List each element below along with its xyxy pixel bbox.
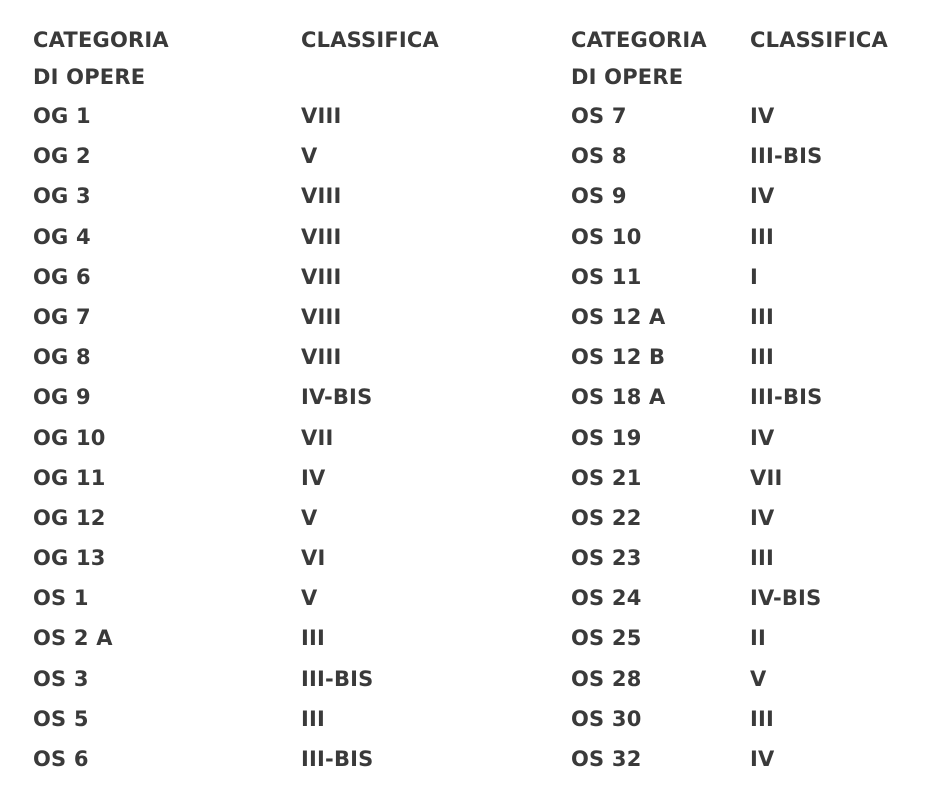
left-rank-cell: VIII [301, 224, 342, 249]
left-category-cell: OG 4 [33, 224, 91, 249]
left-rank-cell: IV [301, 465, 326, 490]
table-row [33, 96, 913, 136]
right-category-cell: OS 7 [571, 104, 627, 128]
right-category-cell: OS 22 [571, 505, 642, 530]
left-category-cell: OG 12 [33, 505, 106, 530]
left-category-cell: OG 9 [33, 385, 91, 410]
header-right-rank-line1: CLASSIFICA [750, 28, 888, 52]
right-rank-cell: III [750, 345, 775, 370]
table-row [33, 377, 913, 417]
left-rank-cell: VIII [301, 304, 342, 329]
left-category-cell: OS 1 [33, 586, 89, 611]
right-rank-cell: IV-BIS [750, 586, 822, 611]
table-row [33, 217, 913, 257]
right-category-cell: OS 24 [571, 586, 642, 611]
table-row [33, 337, 913, 377]
right-rank-cell: IV [750, 747, 775, 771]
left-category-cell: OS 5 [33, 706, 89, 731]
right-rank-cell: III [750, 304, 775, 329]
table-row [33, 297, 913, 337]
left-rank-cell: V [301, 505, 318, 530]
left-rank-cell: V [301, 586, 318, 611]
left-category-cell: OG 7 [33, 304, 91, 329]
left-category-cell: OS 3 [33, 666, 89, 691]
right-category-cell: OS 12 B [571, 345, 666, 370]
table-row [33, 659, 913, 699]
left-rank-cell: IV-BIS [301, 385, 373, 410]
right-category-cell: OS 18 A [571, 385, 666, 410]
left-rank-cell: V [301, 144, 318, 169]
right-rank-cell: III [750, 224, 775, 249]
table-row [33, 418, 913, 458]
right-rank-cell: III [750, 706, 775, 731]
left-category-cell: OG 6 [33, 264, 91, 289]
right-category-cell: OS 9 [571, 184, 627, 209]
right-category-cell: OS 19 [571, 425, 642, 450]
right-category-cell: OS 30 [571, 706, 642, 731]
header-right-category-line2: DI OPERE [571, 65, 684, 89]
right-rank-cell: V [750, 666, 767, 691]
header-left-rank-line2 [301, 59, 571, 96]
right-rank-cell: III [750, 546, 775, 571]
left-category-cell: OG 8 [33, 345, 91, 370]
table-row [33, 739, 913, 779]
left-rank-cell: III-BIS [301, 666, 374, 691]
left-rank-cell: III [301, 626, 326, 651]
left-rank-cell: VIII [301, 264, 342, 289]
left-rank-cell: III [301, 706, 326, 731]
header-left-rank-line1: CLASSIFICA [301, 28, 439, 52]
table-row [33, 538, 913, 578]
right-rank-cell: VII [750, 465, 783, 490]
header-left-category-line2: DI OPERE [33, 65, 146, 89]
left-category-cell: OG 2 [33, 144, 91, 169]
right-rank-cell: IV [750, 184, 775, 209]
left-category-cell: OS 6 [33, 747, 89, 771]
right-rank-cell: I [750, 264, 759, 289]
right-rank-cell: III-BIS [750, 385, 823, 410]
right-rank-cell: IV [750, 104, 775, 128]
table-row [33, 578, 913, 618]
header-right-rank-line2 [750, 59, 913, 96]
left-rank-cell: VIII [301, 345, 342, 370]
left-rank-cell: VII [301, 425, 334, 450]
left-category-cell: OG 13 [33, 546, 106, 571]
table-row [33, 498, 913, 538]
right-category-cell: OS 8 [571, 144, 627, 169]
right-category-cell: OS 32 [571, 747, 642, 771]
left-category-cell: OS 2 A [33, 626, 113, 651]
table-body [33, 96, 913, 779]
left-category-cell: OG 10 [33, 425, 106, 450]
right-rank-cell: IV [750, 505, 775, 530]
table-header [33, 22, 913, 96]
left-rank-cell: III-BIS [301, 747, 374, 771]
table-row [33, 257, 913, 297]
header-left-category-line1: CATEGORIA [33, 28, 169, 52]
table-row [33, 136, 913, 176]
table-row [33, 618, 913, 658]
left-rank-cell: VI [301, 546, 326, 571]
right-category-cell: OS 12 A [571, 304, 666, 329]
right-category-cell: OS 23 [571, 546, 642, 571]
left-category-cell: OG 1 [33, 104, 91, 128]
right-category-cell: OS 25 [571, 626, 642, 651]
right-rank-cell: III-BIS [750, 144, 823, 169]
classification-table [33, 22, 913, 779]
header-right-category-line1: CATEGORIA [571, 28, 707, 52]
right-category-cell: OS 21 [571, 465, 642, 490]
table-row [33, 458, 913, 498]
left-rank-cell: VIII [301, 104, 342, 128]
right-category-cell: OS 28 [571, 666, 642, 691]
right-category-cell: OS 10 [571, 224, 642, 249]
right-rank-cell: IV [750, 425, 775, 450]
right-rank-cell: II [750, 626, 767, 651]
table-row [33, 699, 913, 739]
right-category-cell: OS 11 [571, 264, 642, 289]
left-rank-cell: VIII [301, 184, 342, 209]
table-row [33, 176, 913, 216]
left-category-cell: OG 11 [33, 465, 106, 490]
left-category-cell: OG 3 [33, 184, 91, 209]
